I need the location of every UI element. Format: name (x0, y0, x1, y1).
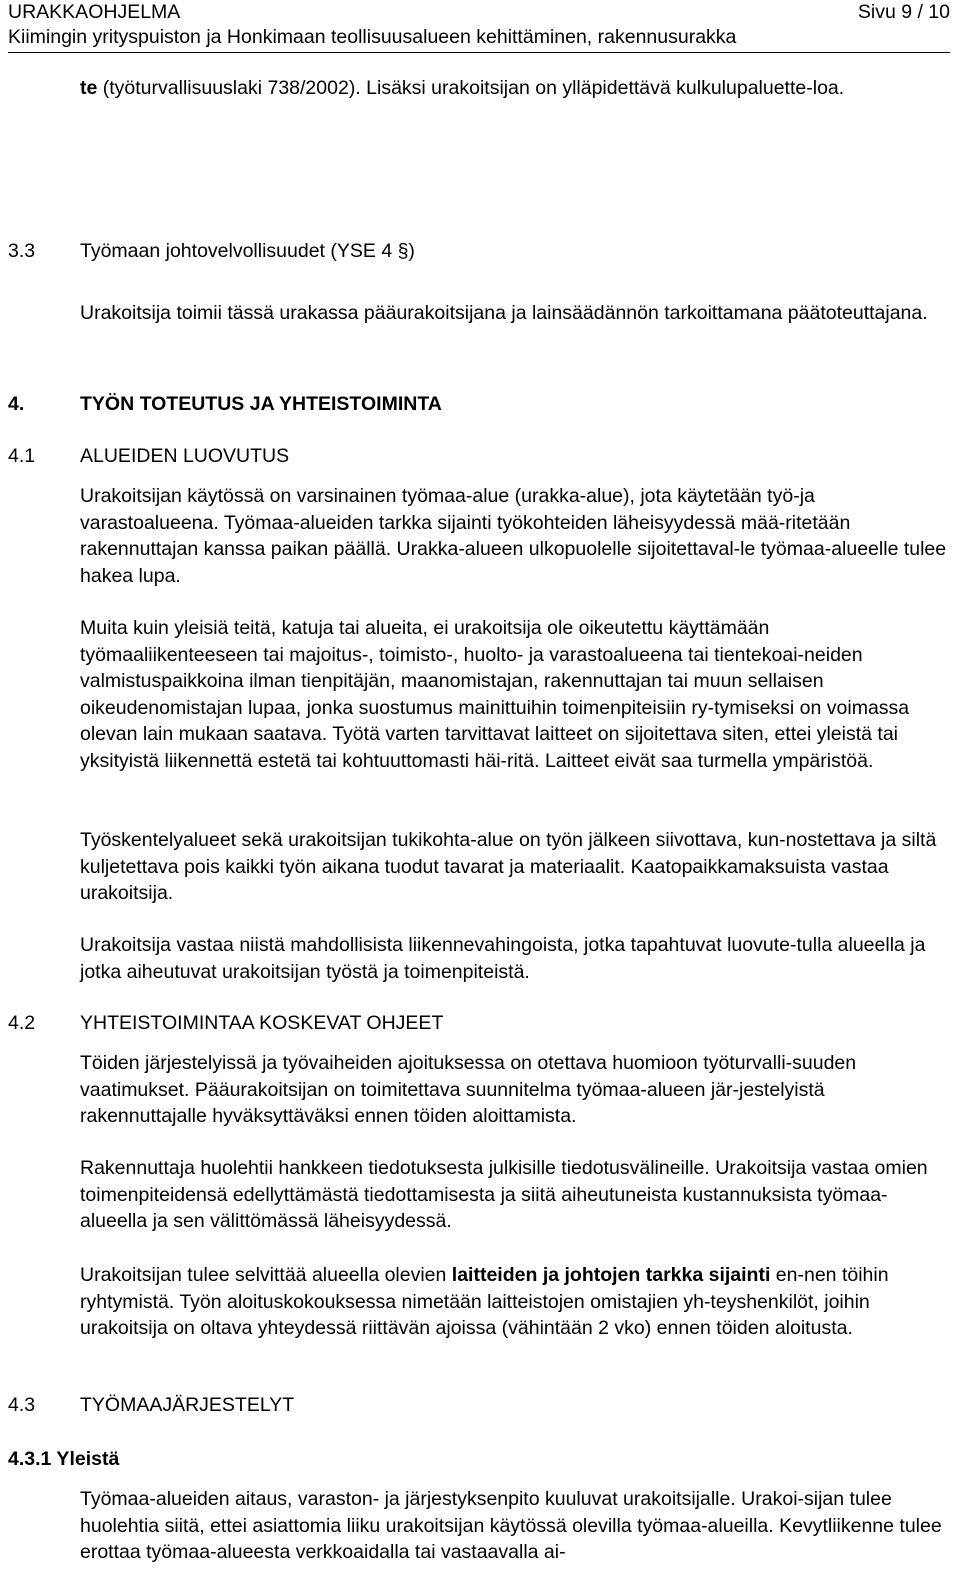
section-4-2-paragraph-1: Töiden järjestelyissä ja työvaiheiden ajoituksessa on otettava huomioon työturvalli-suuden vaatimukset. Pääurakoitsijan on toimitettava suunnitelma työmaa-alueen jär-jestelyistä rakennuttajalle hyväksyttäväksi ennen töiden aloittamista. (80, 1052, 857, 1127)
section-4-3-1-paragraph: Työmaa-alueiden aitaus, varaston- ja järjestyksenpito kuuluvat urakoitsijalle. Urakoi-sijan tulee huolehtia siitä, ettei asiattomia liiku urakoitsijan käytössä olevilla työmaa-alueilla. Kevytliikenne tulee erottaa työmaa-alueesta verkkoaidalla tai vastaavalla ai- (80, 1488, 942, 1563)
section-3-3-paragraph: Urakoitsija toimii tässä urakassa pääurakoitsijana ja lainsäädännön tarkoittamana päätoteuttajana. (80, 302, 928, 324)
section-number: 3.3 (8, 240, 36, 262)
section-4-1-paragraph-1: Urakoitsijan käytössä on varsinainen työmaa-alue (urakka-alue), jota käytetään työ-ja varastoalueena. Työmaa-alueiden tarkka sijainti työkohteiden läheisyydessä mää-ritetään rakennuttajan kanssa paikan päällä. Urakka-alueen ulkopuolelle sijoitettaval-le työmaa-alueelle tulee hakea lupa. (80, 485, 947, 587)
section-4-2-paragraph-3 (80, 1262, 948, 1342)
section-4-3-1-heading: 4.3.1 Yleistä (8, 1448, 120, 1470)
paragraph-text: Urakoitsijan tulee selvittää alueella olevien (80, 1264, 452, 1286)
intro-paragraph (80, 75, 948, 102)
section-4-heading (8, 391, 442, 418)
section-4-3-heading (8, 1392, 294, 1419)
section-4-1-paragraph-2: Muita kuin yleisiä teitä, katuja tai alueita, ei urakoitsija ole oikeutettu käyttämään työmaaliikenteeseen tai majoitus-, toimisto-, huolto- ja varastoalueena tai tientekoai-neiden valmistuspaikkoina ilman tienpitäjän, maanomistajan, rakennuttajan tai muun sellaisen oikeudenomistajan lupaa, jonka suostumus mainittuihin toimenpiteisiin ry-tymiseksi on voimassa olevan lain mukaan saatava. Työtä varten tarvittavat laitteet on sijoitettava siten, ettei yleistä tai yksityistä liikennettä estetä tai kohtuuttomasti häi-ritä. Laitteet eivät saa turmella ympäristöä. (80, 617, 910, 772)
section-number: 4.3 (8, 1394, 36, 1416)
section-title: TYÖMAAJÄRJESTELYT (80, 1394, 295, 1416)
project-name: Kiimingin yrityspuiston ja Honkimaan teollisuusalueen kehittäminen, rakennusurakka (8, 26, 737, 48)
section-4-2-paragraph-2: Rakennuttaja huolehtii hankkeen tiedotuksesta julkisille tiedotusvälineille. Urakoitsija vastaa omien toimenpiteidensä edellyttämästä tiedottamisesta ja siitä aiheutuneista kustannuksista työmaa-alueella ja sen välittömässä läheisyydessä. (80, 1157, 928, 1232)
section-4-1-paragraph-3: Työskentelyalueet sekä urakoitsijan tukikohta-alue on työn jälkeen siivottava, kun-nostettava ja siltä kuljetettava pois kaikki työn aikana tuodut tavarat ja materiaalit. Kaatopaikkamaksuista vastaa urakoitsija. (80, 829, 937, 904)
emphasized-text: laitteiden ja johtojen tarkka sijainti (451, 1264, 771, 1286)
section-title: ALUEIDEN LUOVUTUS (80, 445, 290, 467)
section-4-1-heading (8, 443, 289, 470)
intro-bold-start: te (80, 77, 98, 99)
section-title: YHTEISTOIMINTAA KOSKEVAT OHJEET (80, 1012, 444, 1034)
paragraph-text: en-nen töihin ryhtymistä. Työn aloituskokouksessa nimetään laitteistojen omistajien yh-teyshenkilöt, joihin urakoitsija on oltava yhteydessä riittävän ajoissa (vähintään 2 vko) ennen töiden aloitusta. (80, 1264, 889, 1339)
section-title: Työmaan johtovelvollisuudet (YSE 4 §) (80, 240, 415, 262)
header-divider (8, 52, 950, 53)
document-title: URAKKAOHJELMA (8, 1, 181, 23)
section-number: 4.2 (8, 1012, 36, 1034)
section-4-2-heading (8, 1010, 443, 1037)
page-number: Sivu 9 / 10 (857, 1, 950, 23)
section-4-1-paragraph-4: Urakoitsija vastaa niistä mahdollisista liikennevahingoista, jotka tapahtuvat luovute-tulla alueella ja jotka aiheutuvat urakoitsijan työstä ja toimenpiteistä. (80, 934, 926, 983)
page-header (8, 0, 950, 53)
section-title: TYÖN TOTEUTUS JA YHTEISTOIMINTA (80, 393, 442, 415)
section-number: 4. (8, 393, 25, 415)
section-3-3-heading (8, 238, 415, 265)
section-number: 4.1 (8, 445, 36, 467)
intro-text: (työturvallisuuslaki 738/2002). Lisäksi urakoitsijan on ylläpidettävä kulkulupaluette-loa. (97, 77, 845, 99)
